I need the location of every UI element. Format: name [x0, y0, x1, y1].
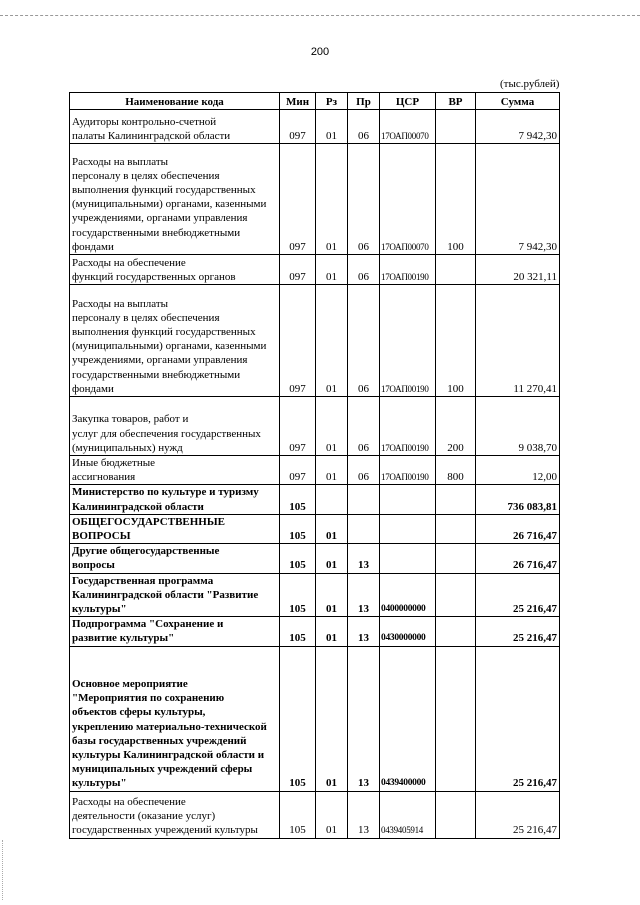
- header-name: Наименование кода: [70, 93, 280, 110]
- table-row: [70, 514, 560, 543]
- cell-csr: 17ОАП00190: [380, 285, 436, 397]
- cell-rz: 01: [316, 514, 348, 543]
- header-sum: Сумма: [476, 93, 560, 110]
- cell-csr: [380, 485, 436, 514]
- cell-vr: [436, 485, 476, 514]
- cell-sum: 7 942,30: [476, 110, 560, 144]
- units-label: (тыс.рублей): [500, 78, 560, 90]
- cell-name: Другие общегосударственные вопросы: [70, 544, 280, 573]
- cell-rz: 01: [316, 255, 348, 285]
- cell-pr: 13: [348, 573, 380, 617]
- cell-name: Аудиторы контрольно-счетной палаты Калининградской области: [70, 110, 280, 144]
- cell-csr: [380, 544, 436, 573]
- cell-sum: 26 716,47: [476, 544, 560, 573]
- budget-table: [69, 92, 560, 839]
- cell-pr: 13: [348, 617, 380, 646]
- table-row: [70, 144, 560, 255]
- cell-rz: 01: [316, 144, 348, 255]
- cell-pr: 06: [348, 110, 380, 144]
- cell-min: 105: [280, 514, 316, 543]
- cell-sum: 25 216,47: [476, 617, 560, 646]
- cell-name: Расходы на выплаты персоналу в целях обеспечения выполнения функций государственных (муниципальными) органами, казенными учреждениями, органами управления государственными внебюджетными фондами: [70, 285, 280, 397]
- header-pr: Пр: [348, 93, 380, 110]
- table-row: [70, 573, 560, 617]
- cell-rz: 01: [316, 617, 348, 646]
- cell-rz: 01: [316, 110, 348, 144]
- cell-csr: [380, 514, 436, 543]
- cell-vr: [436, 110, 476, 144]
- cell-vr: 100: [436, 285, 476, 397]
- cell-name: Расходы на выплаты персоналу в целях обеспечения выполнения функций государственных (муниципальными) органами, казенными учреждениями, органами управления государственными внебюджетными фондами: [70, 144, 280, 255]
- header-min: Мин: [280, 93, 316, 110]
- cell-min: 105: [280, 791, 316, 838]
- table-row: [70, 285, 560, 397]
- cell-vr: [436, 617, 476, 646]
- cell-csr: 17ОАП00190: [380, 456, 436, 485]
- cell-min: 105: [280, 573, 316, 617]
- header-csr: ЦСР: [380, 93, 436, 110]
- cell-min: 105: [280, 617, 316, 646]
- header-vr: ВР: [436, 93, 476, 110]
- table-row: [70, 544, 560, 573]
- cell-sum: 25 216,47: [476, 646, 560, 791]
- table-row: [70, 110, 560, 144]
- table-row: [70, 646, 560, 791]
- cell-pr: 13: [348, 544, 380, 573]
- cell-vr: 800: [436, 456, 476, 485]
- cell-rz: 01: [316, 791, 348, 838]
- header-rz: Рз: [316, 93, 348, 110]
- cell-vr: [436, 573, 476, 617]
- cell-rz: 01: [316, 456, 348, 485]
- cell-csr: 17ОАП00190: [380, 397, 436, 456]
- cell-csr: 0439405914: [380, 791, 436, 838]
- table-row: [70, 791, 560, 838]
- cell-vr: [436, 255, 476, 285]
- table-row: [70, 255, 560, 285]
- cell-csr: 17ОАП00190: [380, 255, 436, 285]
- cell-pr: 13: [348, 791, 380, 838]
- cell-vr: [436, 544, 476, 573]
- cell-min: 097: [280, 255, 316, 285]
- cell-name: Иные бюджетные ассигнования: [70, 456, 280, 485]
- table-header-row: [70, 93, 560, 110]
- table-row: [70, 456, 560, 485]
- cell-pr: [348, 514, 380, 543]
- cell-pr: 06: [348, 255, 380, 285]
- table-row: [70, 397, 560, 456]
- cell-vr: [436, 646, 476, 791]
- cell-sum: 9 038,70: [476, 397, 560, 456]
- cell-name: Министерство по культуре и туризму Калининградской области: [70, 485, 280, 514]
- page-number: 200: [310, 46, 330, 58]
- cell-sum: 25 216,47: [476, 791, 560, 838]
- cell-pr: 06: [348, 285, 380, 397]
- cell-csr: 0430000000: [380, 617, 436, 646]
- cell-vr: [436, 791, 476, 838]
- cell-rz: 01: [316, 573, 348, 617]
- cell-vr: 100: [436, 144, 476, 255]
- cell-csr: 17ОАП00070: [380, 144, 436, 255]
- cell-rz: 01: [316, 544, 348, 573]
- cell-min: 097: [280, 397, 316, 456]
- cell-min: 105: [280, 646, 316, 791]
- cell-vr: [436, 514, 476, 543]
- cell-sum: 11 270,41: [476, 285, 560, 397]
- cell-csr: 0439400000: [380, 646, 436, 791]
- cell-pr: 13: [348, 646, 380, 791]
- cell-rz: 01: [316, 397, 348, 456]
- cell-csr: 0400000000: [380, 573, 436, 617]
- table-row: [70, 485, 560, 514]
- cell-name: Закупка товаров, работ и услуг для обеспечения государственных (муниципальных) нужд: [70, 397, 280, 456]
- cell-pr: [348, 485, 380, 514]
- cell-min: 097: [280, 110, 316, 144]
- cell-min: 105: [280, 544, 316, 573]
- cell-sum: 12,00: [476, 456, 560, 485]
- cell-sum: 25 216,47: [476, 573, 560, 617]
- cell-sum: 7 942,30: [476, 144, 560, 255]
- cell-rz: [316, 485, 348, 514]
- cell-csr: 17ОАП00070: [380, 110, 436, 144]
- cell-rz: 01: [316, 285, 348, 397]
- cell-min: 097: [280, 456, 316, 485]
- cell-min: 097: [280, 285, 316, 397]
- cell-name: Расходы на обеспечение деятельности (оказание услуг) государственных учреждений культуры: [70, 791, 280, 838]
- cell-sum: 26 716,47: [476, 514, 560, 543]
- cell-name: Основное мероприятие "Мероприятия по сохранению объектов сферы культуры, укреплению материально-технической базы государственных учреждений культуры Калининградской области и муниципальных учреждений сферы культуры": [70, 646, 280, 791]
- cell-pr: 06: [348, 397, 380, 456]
- cell-sum: 20 321,11: [476, 255, 560, 285]
- cell-pr: 06: [348, 456, 380, 485]
- cell-vr: 200: [436, 397, 476, 456]
- cell-sum: 736 083,81: [476, 485, 560, 514]
- margin-marks: [2, 840, 5, 900]
- cell-rz: 01: [316, 646, 348, 791]
- cell-min: 097: [280, 144, 316, 255]
- cell-pr: 06: [348, 144, 380, 255]
- cell-name: ОБЩЕГОСУДАРСТВЕННЫЕ ВОПРОСЫ: [70, 514, 280, 543]
- cell-name: Государственная программа Калининградской области "Развитие культуры": [70, 573, 280, 617]
- top-rule: [0, 15, 640, 16]
- cell-name: Расходы на обеспечение функций государственных органов: [70, 255, 280, 285]
- table-row: [70, 617, 560, 646]
- cell-name: Подпрограмма "Сохранение и развитие культуры": [70, 617, 280, 646]
- cell-min: 105: [280, 485, 316, 514]
